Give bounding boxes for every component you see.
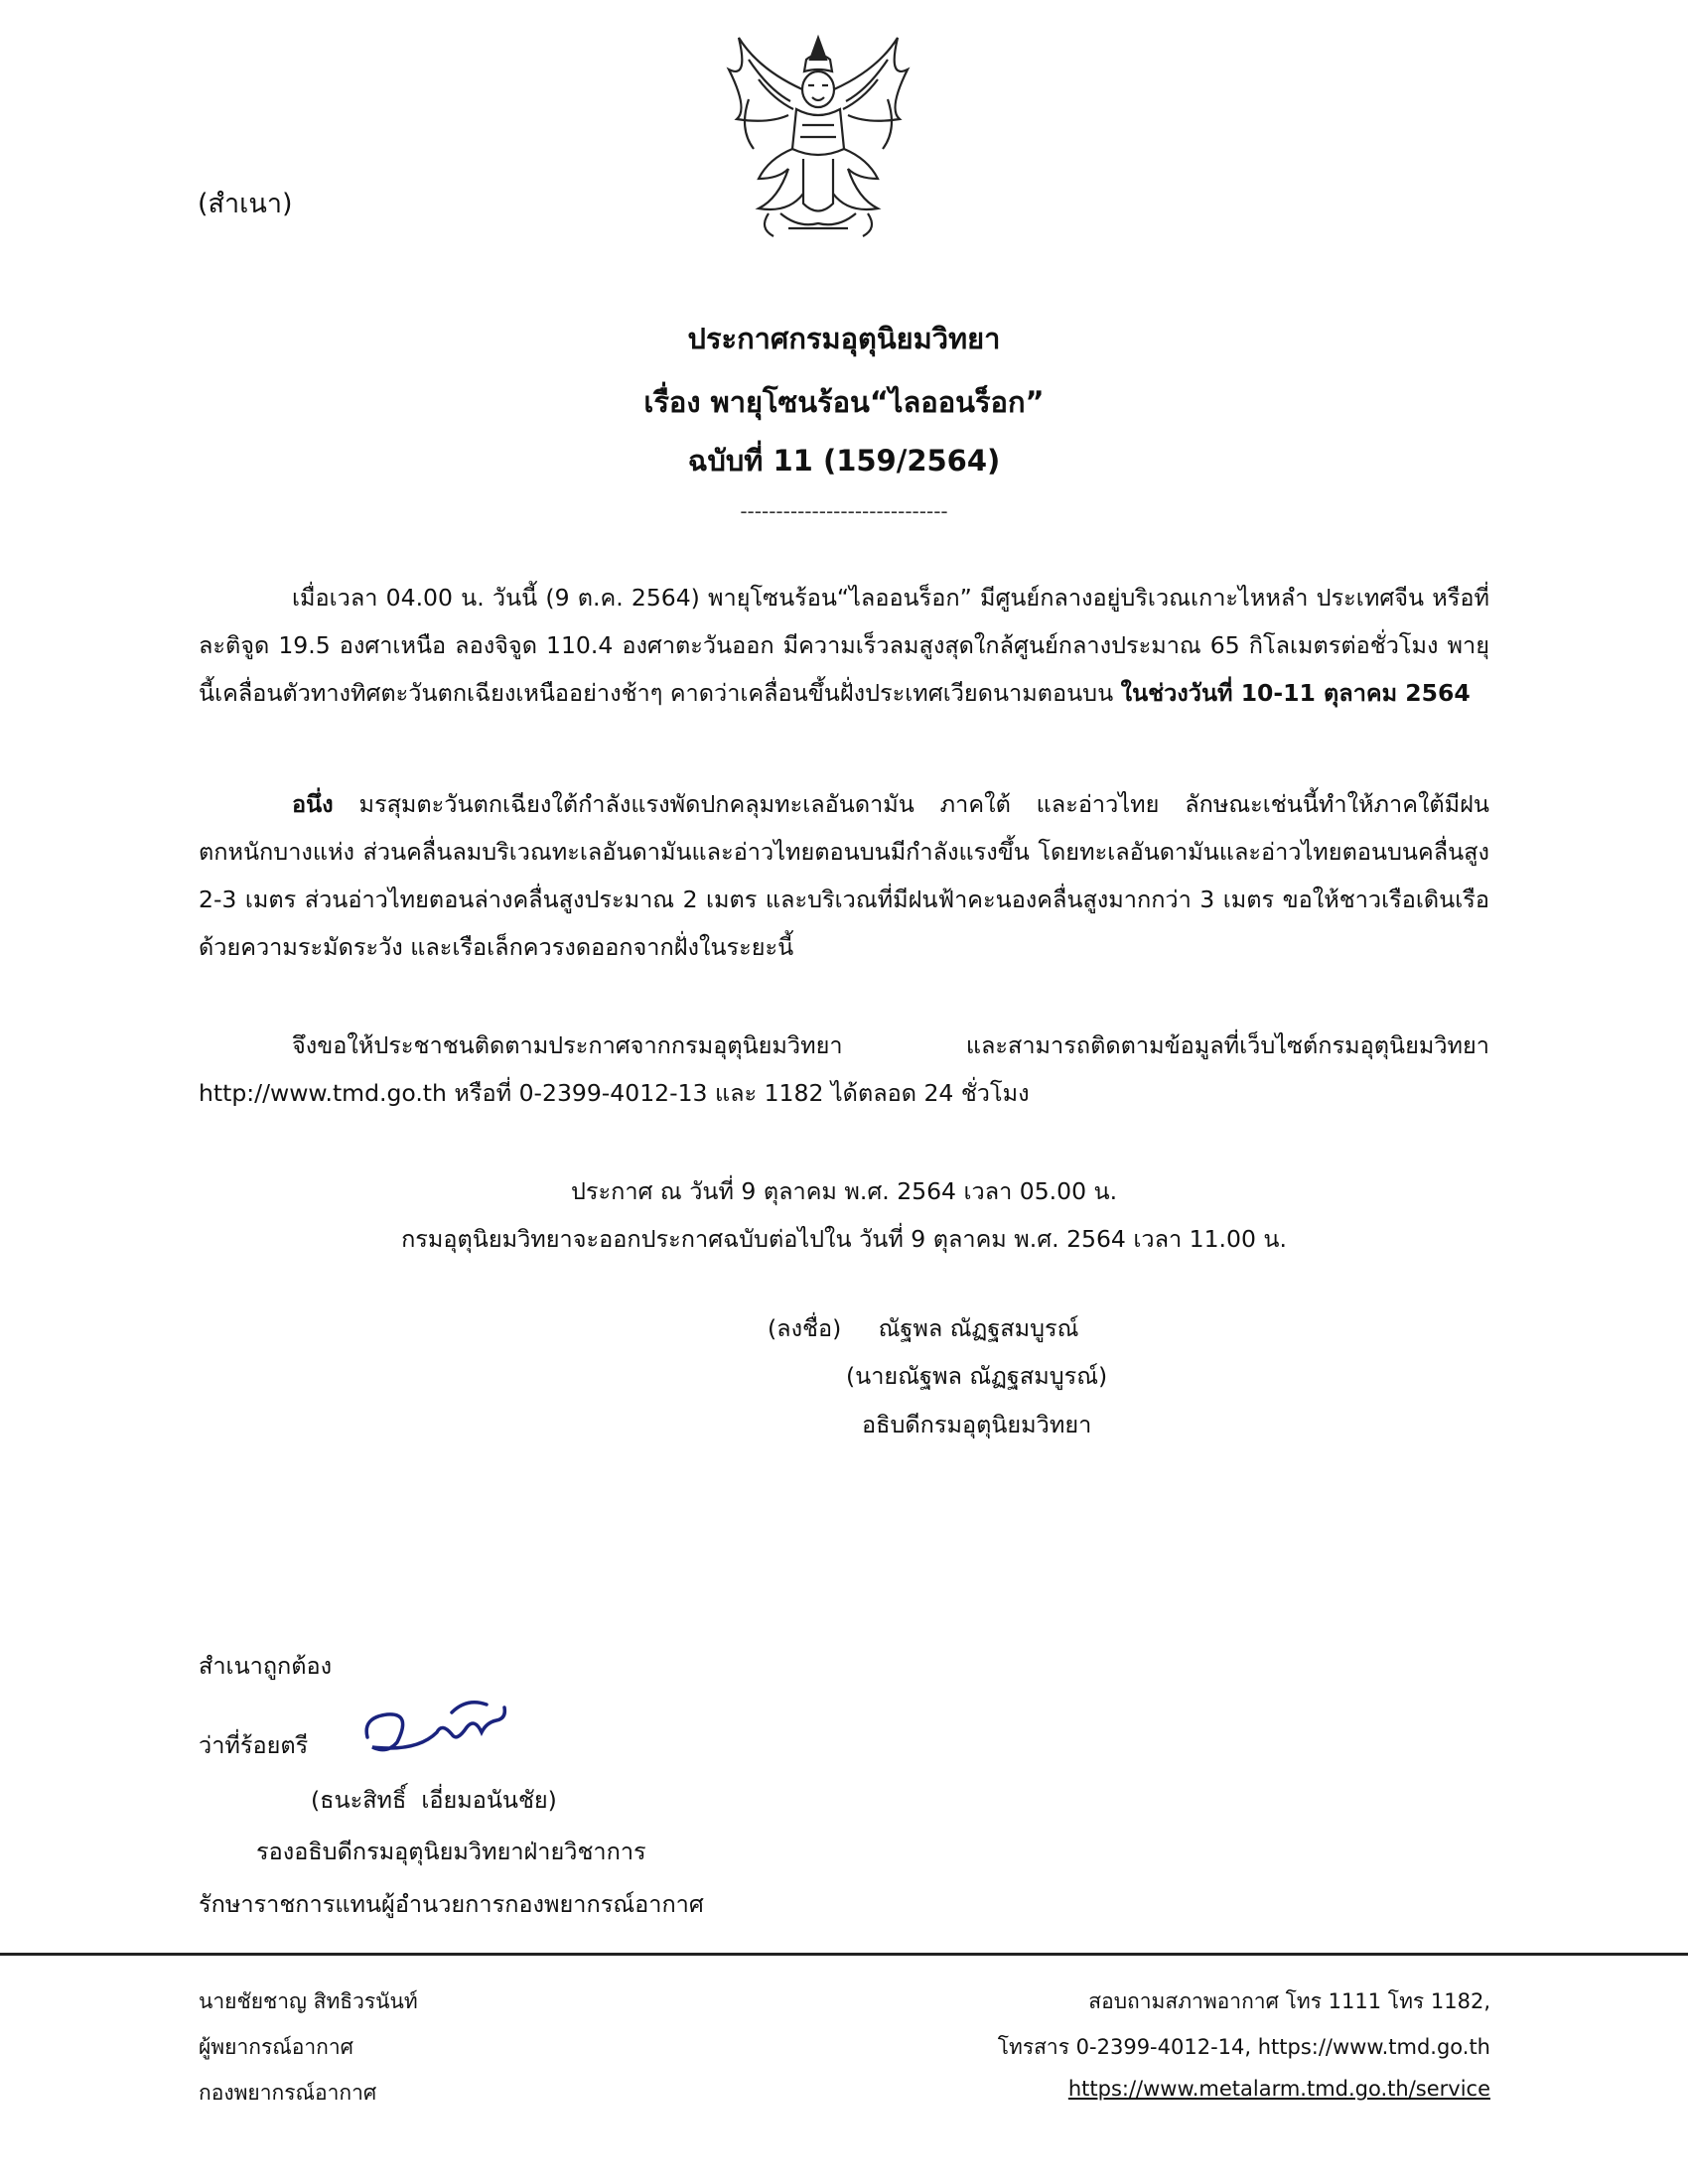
announcement-subject: เรื่อง พายุโซนร้อน“ไลออนร็อก”: [643, 385, 1045, 419]
contact-phone: สอบถามสภาพอากาศ โทร 1111 โทร 1182,: [1088, 1989, 1490, 2013]
certified-copy-label: สำเนาถูกต้อง: [199, 1652, 333, 1680]
forecaster-division: กองพยากรณ์อากาศ: [199, 2081, 377, 2105]
announcement-issue-number: ฉบับที่ 11 (159/2564): [687, 444, 1001, 478]
certifier-name: (ธนะสิทธิ์ เอี่ยมอนันชัย): [311, 1786, 557, 1814]
paragraph-2-text: มรสุมตะวันตกเฉียงใต้กำลังแรงพัดปกคลุมทะเลอันดามัน ภาคใต้ และอ่าวไทย ลักษณะเช่นนี้ทำให้ภาคใต้มีฝนตกหนักบางแห่ง ส่วนคลื่นลมบริเวณทะเลอันดามันและอ่าวไทยตอนบนมีกำลังแรงขึ้น โดยทะเลอันดามันและอ่าวไทยตอนบนคลื่นสูง 2-3 เมตร ส่วนอ่าวไทยตอนล่างคลื่นสูงประมาณ 2 เมตร และบริเวณที่มีฝนฟ้าคะนองคลื่นสูงมากกว่า 3 เมตร ขอให้ชาวเรือเดินเรือด้วยความระมัดระวัง และเรือเล็กควรงดออกจากฝั่งในระยะนี้: [199, 790, 1489, 961]
next-issue-notice: กรมอุตุนิยมวิทยาจะออกประกาศฉบับต่อไปใน วันที่ 9 ตุลาคม พ.ศ. 2564 เวลา 11.00 น.: [401, 1225, 1287, 1253]
title-separator: -----------------------------: [740, 499, 948, 523]
certifier-position-2: รักษาราชการแทนผู้อำนวยการกองพยากรณ์อากาศ: [199, 1890, 704, 1918]
announce-date: ประกาศ ณ วันที่ 9 ตุลาคม พ.ศ. 2564 เวลา 05.00 น.: [570, 1177, 1118, 1205]
signatory-name: (นายณัฐพล ณัฏฐสมบูรณ์): [846, 1362, 1108, 1390]
paragraph-follow-updates: [199, 1022, 1489, 1117]
forecaster-title: ผู้พยากรณ์อากาศ: [199, 2035, 353, 2059]
certifier-rank: ว่าที่ร้อยตรี: [199, 1731, 309, 1759]
handwritten-signature-icon: [357, 1693, 521, 1762]
contact-fax-website: โทรสาร 0-2399-4012-14, https://www.tmd.go.th: [997, 2035, 1490, 2059]
signed-line: (ลงชื่อ) ณัฐพล ณัฏฐสมบูรณ์: [768, 1314, 1079, 1342]
forecaster-name: นายชัยชาญ สิทธิวรนันท์: [199, 1989, 418, 2013]
paragraph-1-bold: ในช่วงวันที่ 10-11 ตุลาคม 2564: [1120, 679, 1471, 707]
footer-divider: [0, 1953, 1688, 1956]
garuda-emblem-icon: [719, 30, 917, 243]
paragraph-storm-position: [199, 574, 1489, 717]
paragraph-1-text: เมื่อเวลา 04.00 น. วันนี้ (9 ต.ค. 2564) พายุโซนร้อน“ไลออนร็อก” มีศูนย์กลางอยู่บริเวณเกาะไหหลำ ประเทศจีน หรือที่ละติจูด 19.5 องศาเหนือ ลองจิจูด 110.4 องศาตะวันออก มีความเร็วลมสูงสุดใกล้ศูนย์กลางประมาณ 65 กิโลเมตรต่อชั่วโมง พายุนี้เคลื่อนตัวทางทิศตะวันตกเฉียงเหนืออย่างช้าๆ คาดว่าเคลื่อนขึ้นฝั่งประเทศเวียดนามตอนบน: [199, 584, 1489, 707]
announcement-title: ประกาศกรมอุตุนิยมวิทยา: [687, 322, 1001, 355]
paragraph-2-bold: อนึ่ง: [292, 790, 334, 818]
paragraph-3-text: จึงขอให้ประชาชนติดตามประกาศจากกรมอุตุนิยมวิทยา และสามารถติดตามข้อมูลที่เว็บไซต์กรมอุตุนิยมวิทยา http://www.tmd.go.th หรือที่ 0-2399-4012-13 และ 1182 ได้ตลอด 24 ชั่วโมง: [199, 1031, 1489, 1107]
signatory-position: อธิบดีกรมอุตุนิยมวิทยา: [862, 1411, 1092, 1438]
paragraph-monsoon-warning: [199, 780, 1489, 971]
certifier-position-1: รองอธิบดีกรมอุตุนิยมวิทยาฝ่ายวิชาการ: [256, 1838, 646, 1865]
metalarm-link[interactable]: https://www.metalarm.tmd.go.th/service: [1067, 2077, 1490, 2101]
copy-mark: (สำเนา): [198, 189, 293, 219]
